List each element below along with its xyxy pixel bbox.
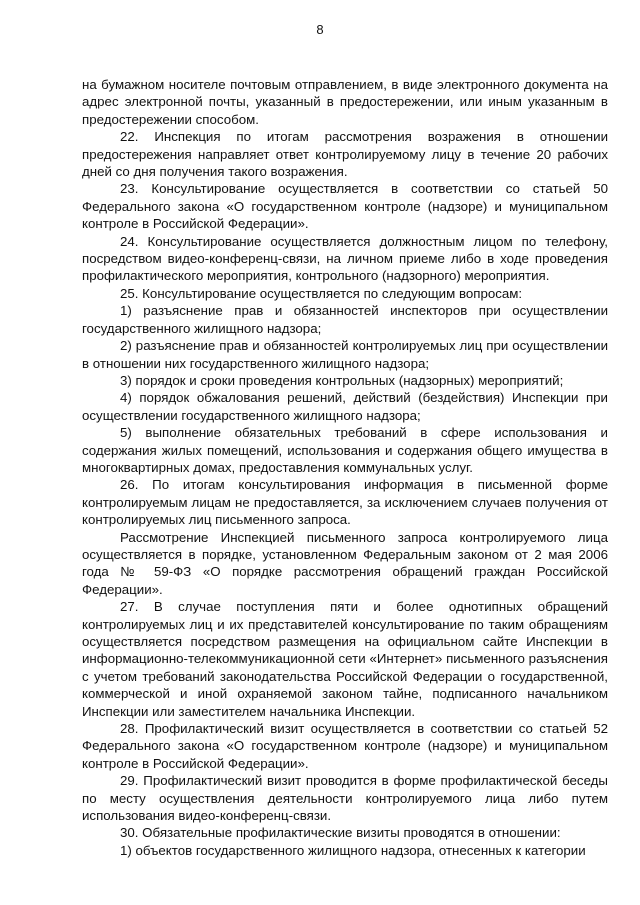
- paragraph-continuation: на бумажном носителе почтовым отправлением, в виде электронного документа на адрес электронной почты, указанный в предостережении, или иным указанным в предостережении способом.: [82, 77, 608, 127]
- list-item-25-3: 3) порядок и сроки проведения контрольных (надзорных) мероприятий;: [120, 372, 564, 388]
- list-item-30-1: 1) объектов государственного жилищного надзора, отнесенных к категории: [120, 842, 586, 858]
- paragraph-27: 27. В случае поступления пяти и более однотипных обращений контролируемых лиц и их представителей консультирование по таким обращениям осуществляется посредством размещения на официальном сайте Инспекции в информационно-телекоммуникационной сети «Интернет» письменного разъяснения с учетом требований законодательства Российской Федерации о государственной, коммерческой и иной охраняемой законом тайне, подписанного начальником Инспекции или заместителем начальника Инспекции.: [82, 599, 608, 719]
- page-number: 8: [316, 22, 324, 37]
- paragraph-23: 23. Консультирование осуществляется в соответствии со статьей 50 Федерального закона «О государственном контроле (надзоре) и муниципальном контроле в Российской Федерации».: [82, 181, 608, 232]
- paragraph-26: 26. По итогам консультирования информация в письменной форме контролируемым лицам не предоставляется, за исключением случаев получения от контролируемых лиц письменного запроса.: [82, 477, 608, 528]
- list-item-25-5: 5) выполнение обязательных требований в сфере использования и содержания жилых помещений, использования и содержания общего имущества в многоквартирных домах, предоставления коммунальных услуг.: [82, 425, 608, 475]
- list-item-25-4: 4) порядок обжалования решений, действий (бездействия) Инспекции при осуществлении государственного жилищного надзора;: [82, 390, 608, 423]
- paragraph-25: 25. Консультирование осуществляется по следующим вопросам:: [120, 285, 523, 301]
- paragraph-24: 24. Консультирование осуществляется должностным лицом по телефону, посредством видео-конференц-связи, на личном приеме либо в ходе проведения профилактического мероприятия, контрольного (надзорного) мероприятия.: [82, 233, 608, 284]
- document-body: [82, 76, 608, 859]
- list-item-25-1: 1) разъяснение прав и обязанностей инспекторов при осуществлении государственного жилищного надзора;: [82, 303, 608, 336]
- paragraph-29: 29. Профилактический визит проводится в форме профилактической беседы по месту осуществления деятельности контролируемого лица либо путем использования видео-конференц-связи.: [82, 773, 608, 824]
- paragraph-26-continued: Рассмотрение Инспекцией письменного запроса контролируемого лица осуществляется в порядке, установленном Федеральным законом от 2 мая 2006 года № 59-ФЗ «О порядке рассмотрения обращений граждан Российской Федерации».: [82, 529, 608, 597]
- list-item-25-2: 2) разъяснение прав и обязанностей контролируемых лиц при осуществлении в отношении них государственного жилищного надзора;: [82, 338, 608, 371]
- paragraph-28: 28. Профилактический визит осуществляется в соответствии со статьей 52 Федерального закона «О государственном контроле (надзоре) и муниципальном контроле в Российской Федерации».: [82, 721, 608, 771]
- paragraph-22: 22. Инспекция по итогам рассмотрения возражения в отношении предостережения направляет ответ контролируемому лицу в течение 20 рабочих дней со дня получения такого возражения.: [82, 129, 608, 180]
- paragraph-30: 30. Обязательные профилактические визиты проводятся в отношении:: [120, 825, 561, 841]
